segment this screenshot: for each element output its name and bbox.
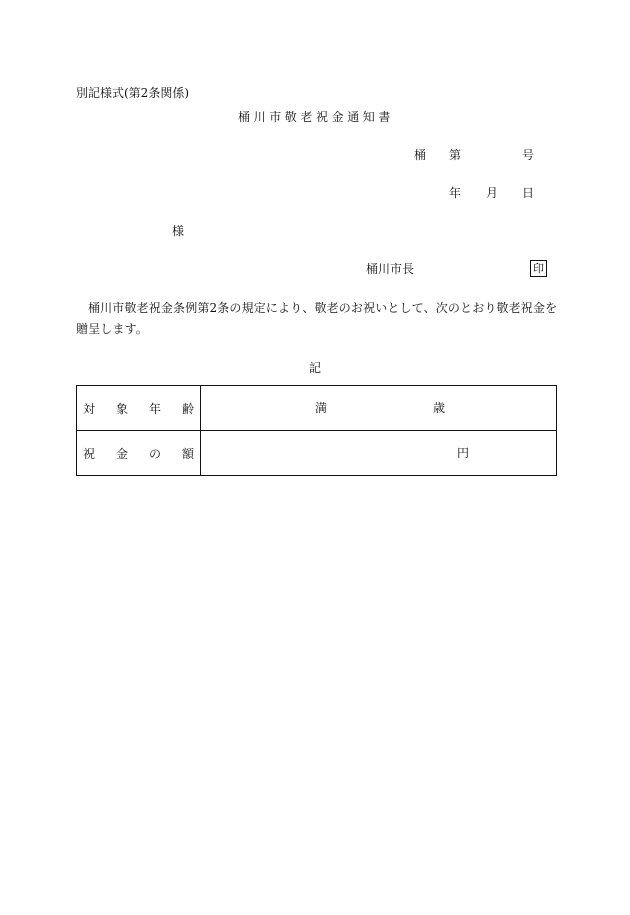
date-year-label: 年 (449, 186, 462, 200)
number-go: 号 (522, 148, 535, 162)
label-char: の (148, 446, 161, 461)
age-prefix: 満 (315, 401, 328, 415)
number-dai: 第 (449, 148, 462, 162)
body-paragraph: 桶川市敬老祝金条例第2条の規定により、敬老のお祝いとして、次のとおり敬老祝金を贈呈します。 (76, 301, 558, 336)
amount-label-cell (77, 431, 201, 476)
label-char: 対 (83, 401, 96, 416)
amount-suffix: 円 (457, 446, 470, 460)
document-title: 桶川市敬老祝金通知書 (238, 110, 395, 124)
addressee-suffix: 様 (172, 224, 185, 238)
date-month-label: 月 (486, 186, 499, 200)
ki-heading: 記 (309, 361, 322, 375)
label-char: 額 (181, 446, 194, 461)
age-value-cell (201, 386, 557, 431)
label-char: 金 (115, 446, 128, 461)
details-table (76, 385, 557, 476)
age-suffix: 歳 (433, 401, 446, 415)
amount-value-cell (201, 431, 557, 476)
label-char: 祝 (83, 446, 96, 461)
seal-stamp: 印 (530, 260, 547, 277)
label-char: 齢 (181, 401, 194, 416)
table-row-age (77, 386, 557, 431)
age-label-cell (77, 386, 201, 431)
label-char: 年 (148, 401, 161, 416)
date-day-label: 日 (522, 186, 535, 200)
table-row-amount (77, 431, 557, 476)
label-char: 象 (115, 401, 128, 416)
issuer-name: 桶川市長 (366, 262, 415, 276)
number-prefix: 桶 (414, 148, 427, 162)
form-label: 別記様式(第2条関係) (76, 86, 189, 100)
